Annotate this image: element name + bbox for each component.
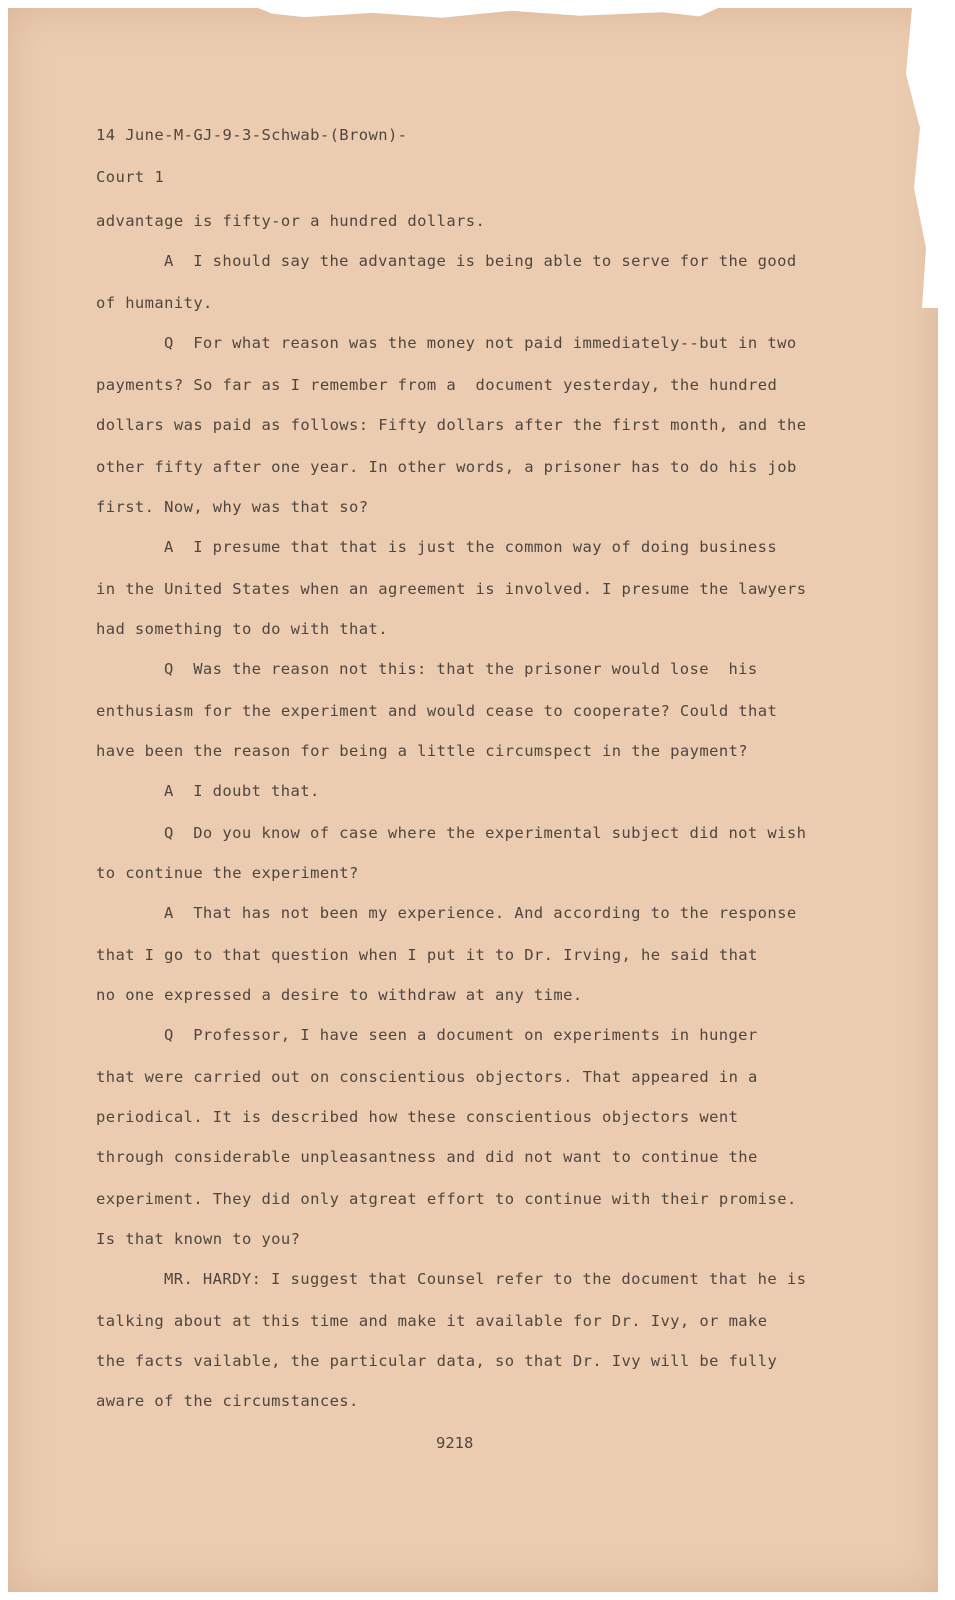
- text-line: through considerable unpleasantness and did not want to continue the: [96, 1148, 758, 1166]
- page-number: 9218: [436, 1434, 474, 1452]
- text-line: A That has not been my experience. And according to the response: [164, 904, 797, 922]
- text-line: A I presume that that is just the common way of doing business: [164, 538, 778, 556]
- text-line: enthusiasm for the experiment and would cease to cooperate? Could that: [96, 702, 778, 720]
- text-line: other fifty after one year. In other words, a prisoner has to do his job: [96, 458, 797, 476]
- text-line: A I doubt that.: [164, 782, 320, 800]
- text-line: MR. HARDY: I suggest that Counsel refer to the document that he is: [164, 1270, 807, 1288]
- header-line: 14 June-M-GJ-9-3-Schwab-(Brown)-: [96, 126, 408, 144]
- text-line: have been the reason for being a little circumspect in the payment?: [96, 742, 749, 760]
- text-line: payments? So far as I remember from a document yesterday, the hundred: [96, 376, 778, 394]
- text-line: Q Was the reason not this: that the prisoner would lose his: [164, 660, 758, 678]
- text-line: Is that known to you?: [96, 1230, 301, 1248]
- torn-top-edge: [258, 8, 718, 22]
- text-line: that I go to that question when I put it to Dr. Irving, he said that: [96, 946, 758, 964]
- text-line: talking about at this time and make it available for Dr. Ivy, or make: [96, 1312, 768, 1330]
- text-line: A I should say the advantage is being able to serve for the good: [164, 252, 797, 270]
- text-line: aware of the circumstances.: [96, 1392, 359, 1410]
- text-line: Q Professor, I have seen a document on experiments in hunger: [164, 1026, 758, 1044]
- text-line: Q Do you know of case where the experimental subject did not wish: [164, 824, 807, 842]
- text-line: first. Now, why was that so?: [96, 498, 369, 516]
- text-line: experiment. They did only atgreat effort to continue with their promise.: [96, 1190, 797, 1208]
- torn-right-edge: [898, 8, 938, 308]
- text-line: to continue the experiment?: [96, 864, 359, 882]
- text-line: in the United States when an agreement is involved. I presume the lawyers: [96, 580, 807, 598]
- text-line: periodical. It is described how these conscientious objectors went: [96, 1108, 739, 1126]
- text-line: dollars was paid as follows: Fifty dollars after the first month, and the: [96, 416, 807, 434]
- document-page: [8, 8, 938, 1592]
- text-line: advantage is fifty-or a hundred dollars.: [96, 212, 486, 230]
- court-line: Court 1: [96, 168, 165, 186]
- text-line: of humanity.: [96, 294, 213, 312]
- text-line: no one expressed a desire to withdraw at any time.: [96, 986, 583, 1004]
- text-line: had something to do with that.: [96, 620, 388, 638]
- text-line: that were carried out on conscientious objectors. That appeared in a: [96, 1068, 758, 1086]
- text-line: Q For what reason was the money not paid immediately--but in two: [164, 334, 797, 352]
- text-line: the facts vailable, the particular data, so that Dr. Ivy will be fully: [96, 1352, 778, 1370]
